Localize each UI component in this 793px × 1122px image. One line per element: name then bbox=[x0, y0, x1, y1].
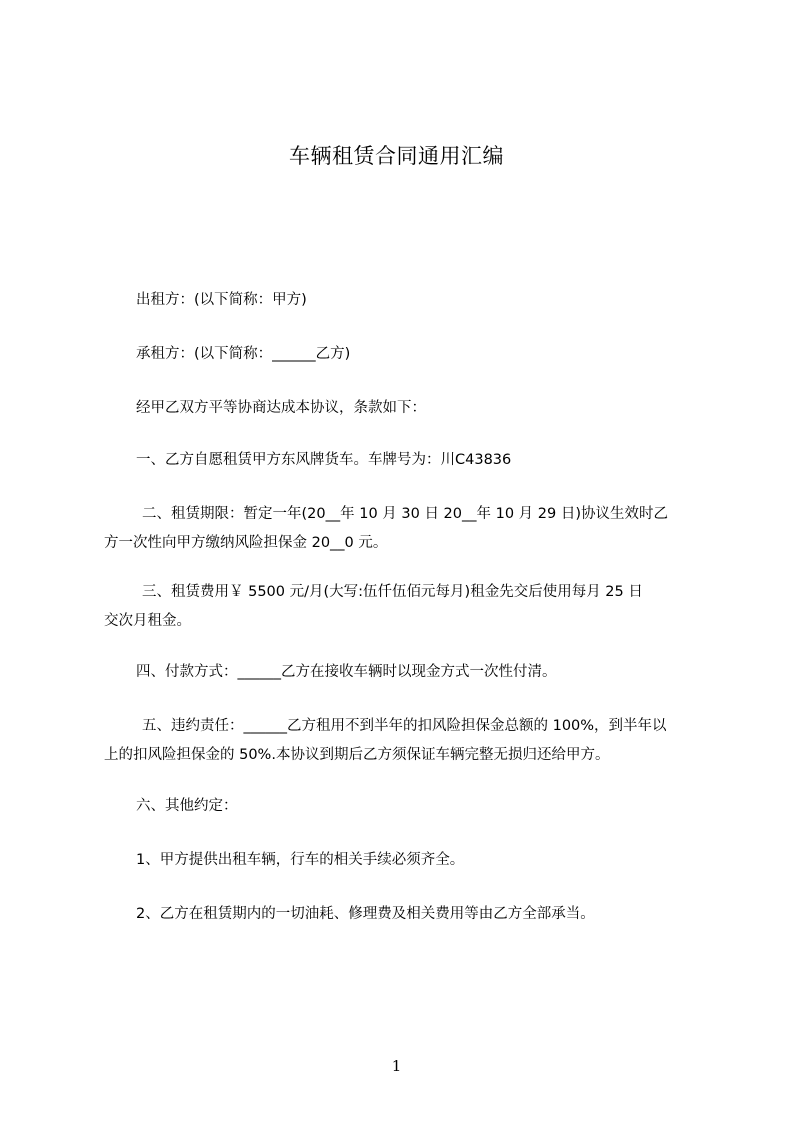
clause-5-line-2: 上的扣风险担保金的 50%.本协议到期后乙方须保证车辆完整无损归还给甲方。 bbox=[104, 747, 610, 763]
other-term-1: 1、甲方提供出租车辆，行车的相关手续必须齐全。 bbox=[136, 852, 465, 868]
page-number: 1 bbox=[391, 1057, 402, 1075]
clause-2-lease-term bbox=[104, 500, 704, 558]
document-title: 车辆租赁合同通用汇编 bbox=[289, 144, 504, 168]
clause-1-vehicle: 一、乙方自愿租赁甲方东风牌货车。车牌号为：川C43836 bbox=[136, 452, 512, 468]
clause-4-payment: 四、付款方式：______乙方在接收车辆时以现金方式一次性付清。 bbox=[136, 664, 557, 680]
lessee-line: 承租方：(以下简称：______乙方) bbox=[136, 346, 351, 362]
clause-2-line-1: 二、租赁期限：暂定一年(20__年 10 月 30 日 20__年 10 月 29 日)协议生效时乙 bbox=[142, 506, 668, 522]
clause-3-line-1: 三、租赁费用￥ 5500 元/月(大写:伍仟伍佰元每月)租金先交后使用每月 25 日 bbox=[142, 584, 643, 600]
clause-3-line-2: 交次月租金。 bbox=[104, 613, 191, 629]
agreement-intro: 经甲乙双方平等协商达成本协议，条款如下： bbox=[136, 400, 426, 416]
other-term-2: 2、乙方在租赁期内的一切油耗、修理费及相关费用等由乙方全部承当。 bbox=[136, 906, 595, 922]
lessor-line: 出租方：(以下简称：甲方) bbox=[136, 292, 307, 308]
clause-3-rent bbox=[104, 578, 704, 636]
clause-5-line-1: 五、违约责任：______乙方租用不到半年的扣风险担保金总额的 100%，到半年以 bbox=[142, 718, 667, 734]
clause-6-other: 六、其他约定： bbox=[136, 798, 238, 814]
clause-5-breach bbox=[104, 712, 704, 770]
clause-2-line-2: 方一次性向甲方缴纳风险担保金 20__0 元。 bbox=[104, 535, 388, 551]
